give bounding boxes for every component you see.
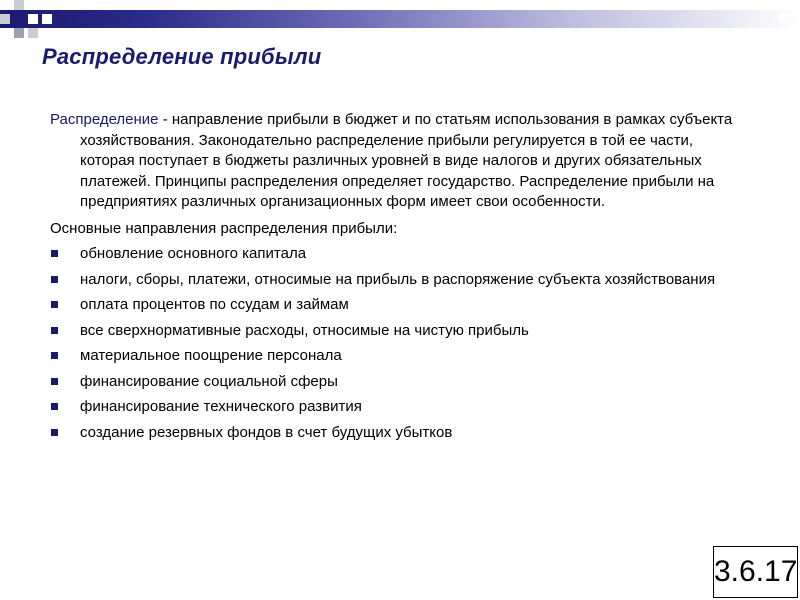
list-item [50,346,740,367]
list-item [50,423,740,444]
bullet-square-icon [51,327,58,334]
list-item-text: финансирование социальной сферы [80,372,338,390]
bullet-list [50,244,740,443]
bullet-square-icon [51,276,58,283]
bullet-square-icon [51,301,58,308]
list-item [50,397,740,418]
bullet-square-icon [51,403,58,410]
decor-square [28,14,38,24]
list-item-text: налоги, сборы, платежи, относимые на прибыль в распоряжение субъекта хозяйствования [80,270,716,288]
decor-square [42,14,52,24]
bullet-square-icon [51,250,58,257]
slide-title: Распределение прибыли [42,44,322,69]
decor-square [0,14,10,24]
header-gradient-band [0,10,800,28]
bullet-square-icon [51,429,58,436]
list-item-text: все сверхнормативные расходы, относимые на чистую прибыль [80,321,529,339]
list-item-text: оплата процентов по ссудам и займам [80,296,349,313]
list-item-text: материальное поощрение персонала [80,347,342,364]
slide-body [50,110,740,443]
list-item [50,372,740,393]
list-item [50,270,740,291]
definition-text: - направление прибыли в бюджет и по статьям использования в рамках субъекта хозяйствования. Законодательно распределение прибыли регулируется в той ее части, которая поступает в бюджеты различных уровней в виде налогов и других обязательных платежей. Принципы распределения определяет государство. Распределение прибыли на предприятиях различных организационных форм имеет свои особенности. [80,111,733,210]
list-intro: Основные направления распределения прибыли: [50,219,398,237]
list-item-text: создание резервных фондов в счет будущих убытков [80,423,453,441]
decor-square [28,28,38,38]
list-item-text: обновление основного капитала [80,245,307,262]
slide-number: 3.6.17 [713,546,798,598]
bullet-square-icon [51,378,58,385]
bullet-square-icon [51,352,58,359]
list-item-text: финансирование технического развития [80,398,362,415]
decor-square [14,0,24,10]
list-item [50,295,740,316]
definition-term: Распределение [50,111,159,128]
decor-square [14,28,24,38]
decor-square [779,14,787,22]
definition-paragraph [50,110,740,213]
list-item [50,321,740,342]
list-item [50,244,740,265]
